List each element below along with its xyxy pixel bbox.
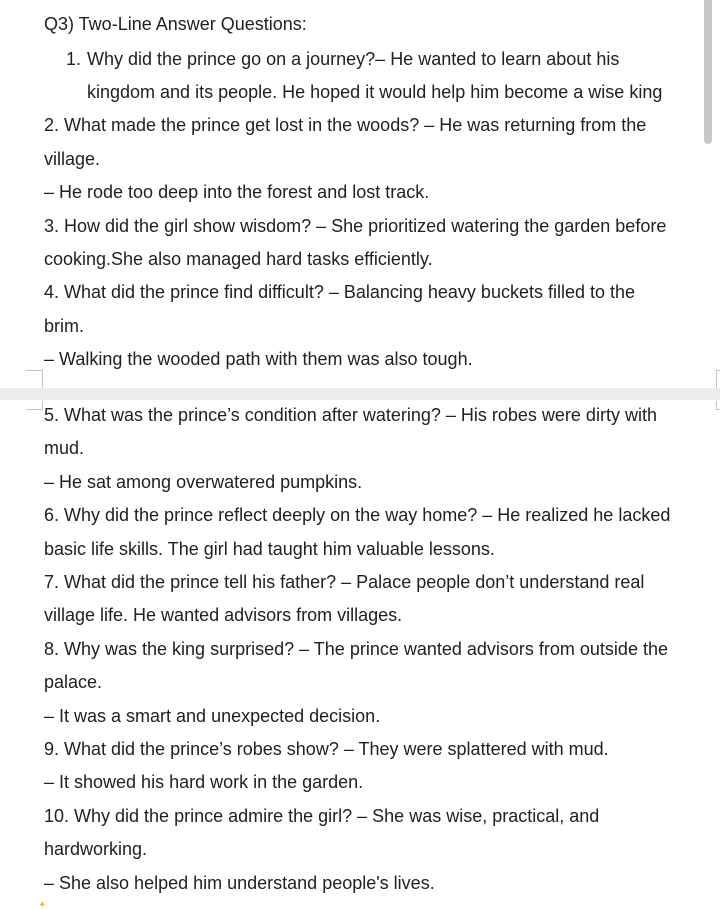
vertical-scrollbar-thumb[interactable] [704,0,712,144]
answer-line: 4. What did the prince find difficult? – Balancing heavy buckets filled to the [44,282,636,302]
answer-line: brim. [44,316,84,336]
list-number: 1. [66,49,82,69]
answer-line: – She also helped him understand people's lives. [44,873,435,893]
answer-line: 8. Why was the king surprised? – The prince wanted advisors from outside the [44,639,668,659]
answer-line: hardworking. [44,839,148,859]
cut-off-footer-text [248,903,528,910]
answer-line: village. [44,149,101,169]
answer-line: kingdom and its people. He hoped it would help him become a wise king [87,82,663,102]
answer-line: – It was a smart and unexpected decision. [44,706,381,726]
answer-line: 10. Why did the prince admire the girl? – She was wise, practical, and [44,806,600,826]
answer-line: Why did the prince go on a journey?– He wanted to learn about his [87,49,620,69]
answer-line: – It showed his hard work in the garden. [44,772,364,792]
page-corner-mark [716,401,720,410]
answer-line: 3. How did the girl show wisdom? – She prioritized watering the garden before [44,216,667,236]
answer-line: 6. Why did the prince reflect deeply on the way home? – He realized he lacked [44,505,671,525]
answer-line: 2. What made the prince get lost in the woods? – He was returning from the [44,115,647,135]
page-break [0,388,720,400]
page-corner-mark [26,401,43,410]
answer-line: – He sat among overwatered pumpkins. [44,472,363,492]
answer-line: 5. What was the prince’s condition after watering? – His robes were dirty with [44,405,657,425]
answer-line: – Walking the wooded path with them was also tough. [44,349,473,369]
page-corner-mark [26,370,43,388]
page-corner-mark [716,370,720,388]
answer-line: 7. What did the prince tell his father? – Palace people don’t understand real [44,572,645,592]
answer-line: mud. [44,438,85,458]
answer-line: – He rode too deep into the forest and lost track. [44,182,430,202]
answer-line: 9. What did the prince’s robes show? – They were splattered with mud. [44,739,609,759]
star-icon: ✦ [38,901,46,910]
answer-line: village life. He wanted advisors from villages. [44,605,403,625]
answer-line: basic life skills. The girl had taught him valuable lessons. [44,539,495,559]
section-title: Q3) Two-Line Answer Questions: [44,14,307,34]
answer-line: palace. [44,672,103,692]
answer-line: cooking.She also managed hard tasks efficiently. [44,249,433,269]
